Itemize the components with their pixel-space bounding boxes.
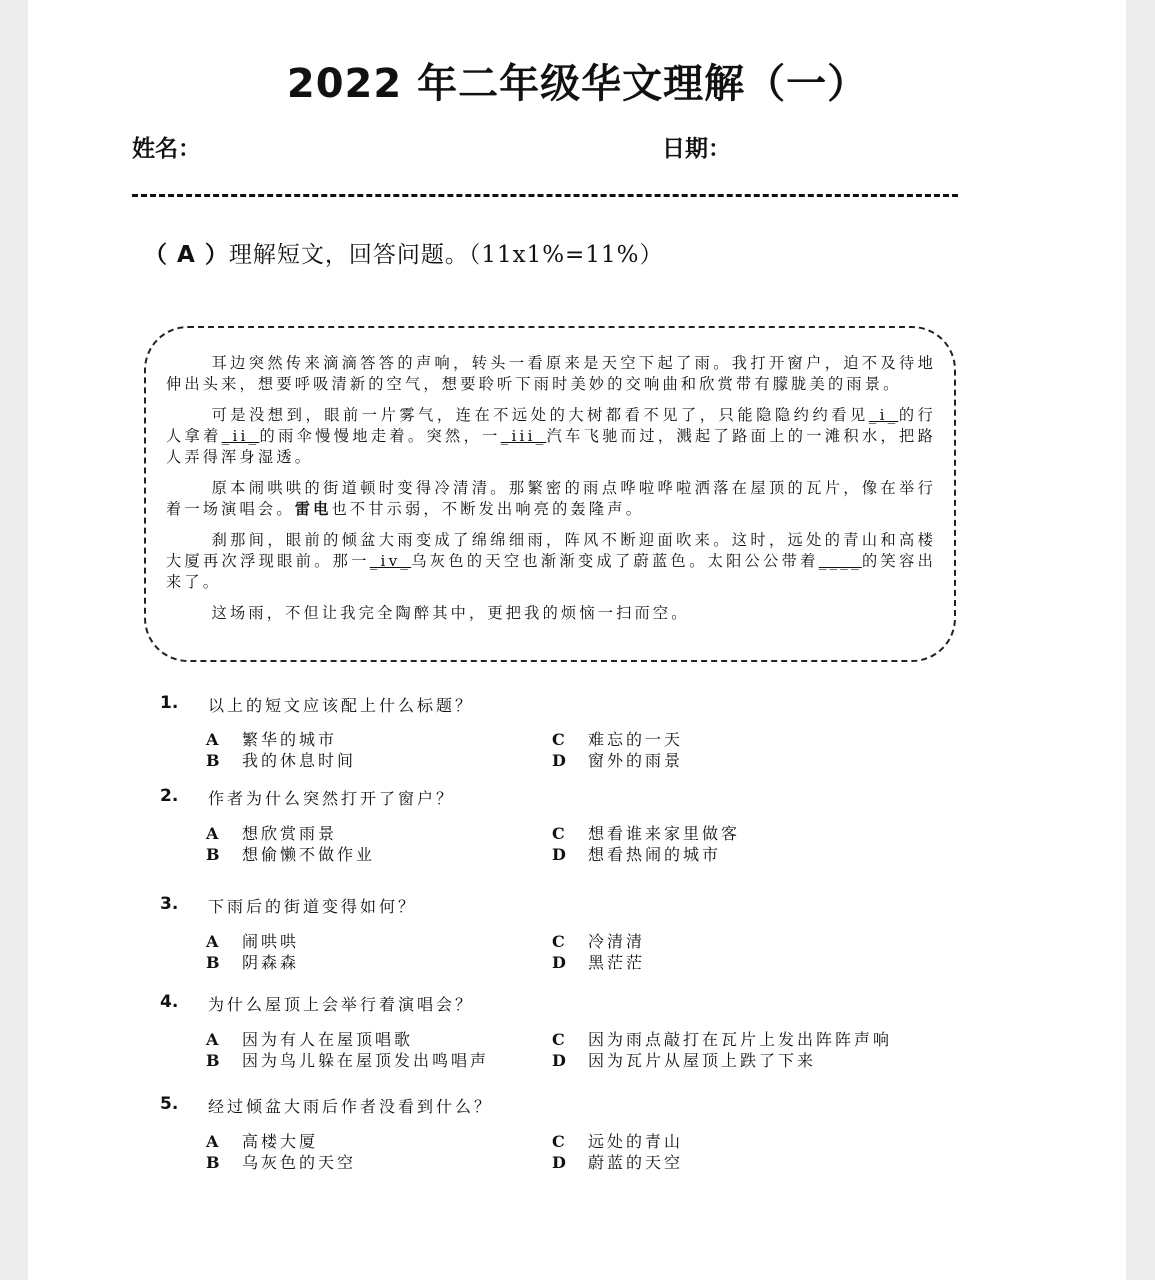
question-number: 3. (160, 894, 179, 914)
option-text: 我的休息时间 (242, 751, 357, 770)
option-letter: B (206, 1153, 220, 1172)
option-text: 因为雨点敲打在瓦片上发出阵阵声响 (588, 1030, 893, 1049)
option-letter: C (552, 932, 565, 951)
option-text: 繁华的城市 (242, 730, 338, 749)
option-text: 想看谁来家里做客 (588, 824, 741, 843)
option-letter: C (552, 824, 565, 843)
option-letter: D (552, 1153, 566, 1172)
option-letter: D (552, 1051, 566, 1070)
question-text: 以上的短文应该配上什么标题？ (208, 696, 475, 715)
option-c[interactable] (552, 821, 740, 844)
option-text: 高楼大厦 (242, 1132, 319, 1151)
option-d[interactable] (552, 1048, 816, 1071)
option-text: 想偷懒不做作业 (242, 845, 376, 864)
option-letter: B (206, 1051, 220, 1070)
passage-paragraph-2 (166, 405, 936, 468)
passage-paragraph-4 (166, 530, 936, 593)
dashed-divider (132, 194, 958, 197)
question-text: 下雨后的街道变得如何？ (208, 897, 418, 916)
question-number: 2. (160, 786, 179, 806)
option-b[interactable] (206, 842, 375, 865)
option-b[interactable] (206, 748, 356, 771)
blank-i: _i_ (868, 406, 899, 424)
option-text: 因为瓦片从屋顶上跌了下来 (588, 1051, 817, 1070)
question-number: 4. (160, 992, 179, 1012)
option-letter: B (206, 953, 220, 972)
passage-paragraph-5: 这场雨，不但让我完全陶醉其中，更把我的烦恼一扫而空。 (211, 604, 690, 622)
passage-text: 刹那间，眼前的倾盆大雨变成了绵绵细雨，阵风不断迎面吹来。这时，远处的青山和高楼大厦再次浮现眼前。那一 (166, 531, 936, 570)
option-letter: A (206, 730, 219, 749)
option-d[interactable] (552, 1150, 683, 1173)
blank-ii: _ii_ (221, 427, 260, 445)
option-text: 阴森森 (242, 953, 300, 972)
reading-passage (166, 353, 936, 634)
option-d[interactable] (552, 950, 645, 973)
option-b[interactable] (206, 1048, 489, 1071)
passage-text: 的雨伞慢慢地走着。突然，一 (259, 427, 501, 445)
emphasized-word: 雷电 (294, 500, 332, 518)
name-field-label: 姓名： (132, 136, 201, 162)
blank-iii: _iii_ (500, 427, 547, 445)
passage-text: 原本闹哄哄的街道顿时变得冷清清。那繁密的雨点哗啦哗啦洒落在屋顶的瓦片，像在举行着一场演唱会。 (166, 479, 936, 518)
option-letter: D (552, 751, 566, 770)
option-letter: C (552, 1030, 565, 1049)
option-text: 想欣赏雨景 (242, 824, 338, 843)
blank-iv: _iv_ (369, 552, 412, 570)
option-c[interactable] (552, 1027, 892, 1050)
option-c[interactable] (552, 727, 683, 750)
date-field-label: 日期： (662, 136, 731, 162)
blank-v: ____ (818, 552, 862, 570)
option-text: 闹哄哄 (242, 932, 300, 951)
question-text: 为什么屋顶上会举行着演唱会？ (208, 995, 475, 1014)
option-a[interactable] (206, 1129, 318, 1152)
option-letter: D (552, 953, 566, 972)
option-c[interactable] (552, 929, 645, 952)
option-a[interactable] (206, 727, 337, 750)
option-letter: B (206, 751, 220, 770)
passage-text: 也不甘示弱，不断发出响亮的轰隆声。 (331, 500, 645, 518)
passage-paragraph-3 (166, 478, 936, 520)
option-letter: C (552, 1132, 565, 1151)
option-a[interactable] (206, 821, 337, 844)
option-text: 想看热闹的城市 (588, 845, 722, 864)
option-a[interactable] (206, 1027, 413, 1050)
question-text: 经过倾盆大雨后作者没看到什么？ (208, 1097, 494, 1116)
passage-text: 的行人拿着 (166, 406, 937, 445)
option-d[interactable] (552, 842, 721, 865)
option-letter: A (206, 932, 219, 951)
option-text: 难忘的一天 (588, 730, 684, 749)
section-instruction: 理解短文，回答问题。（11x1%=11%） (228, 242, 664, 268)
option-d[interactable] (552, 748, 683, 771)
question-number: 5. (160, 1094, 179, 1114)
option-letter: C (552, 730, 565, 749)
option-text: 乌灰色的天空 (242, 1153, 357, 1172)
passage-text: 的笑容出来了。 (166, 552, 936, 591)
option-text: 窗外的雨景 (588, 751, 684, 770)
passage-text: 乌灰色的天空也渐渐变成了蔚蓝色。太阳公公带着 (411, 552, 819, 570)
option-a[interactable] (206, 929, 299, 952)
passage-text: 汽车飞驰而过，溅起了路面上的一滩积水，把路人弄得浑身湿透。 (166, 427, 936, 466)
option-text: 因为鸟儿躲在屋顶发出鸣唱声 (242, 1051, 490, 1070)
page-title: 2022 年二年级华文理解（一） (286, 61, 869, 107)
option-c[interactable] (552, 1129, 683, 1152)
question-number: 1. (160, 693, 179, 713)
question-text: 作者为什么突然打开了窗户？ (208, 789, 456, 808)
option-text: 蔚蓝的天空 (588, 1153, 684, 1172)
section-label: （ A ） (144, 242, 229, 268)
option-letter: A (206, 1132, 219, 1151)
passage-paragraph-1: 耳边突然传来滴滴答答的声响，转头一看原来是天空下起了雨。我打开窗户，迫不及待地伸出头来，想要呼吸清新的空气，想要聆听下雨时美妙的交响曲和欣赏带有朦胧美的雨景。 (166, 354, 936, 393)
option-text: 因为有人在屋顶唱歌 (242, 1030, 414, 1049)
passage-text: 可是没想到，眼前一片雾气，连在不远处的大树都看不见了，只能隐隐约约看见 (211, 406, 869, 424)
option-letter: D (552, 845, 566, 864)
option-b[interactable] (206, 1150, 356, 1173)
option-text: 远处的青山 (588, 1132, 684, 1151)
option-letter: A (206, 1030, 219, 1049)
option-letter: A (206, 824, 219, 843)
section-heading (144, 236, 663, 269)
option-text: 冷清清 (588, 932, 646, 951)
option-text: 黑茫茫 (588, 953, 646, 972)
option-letter: B (206, 845, 220, 864)
option-b[interactable] (206, 950, 299, 973)
